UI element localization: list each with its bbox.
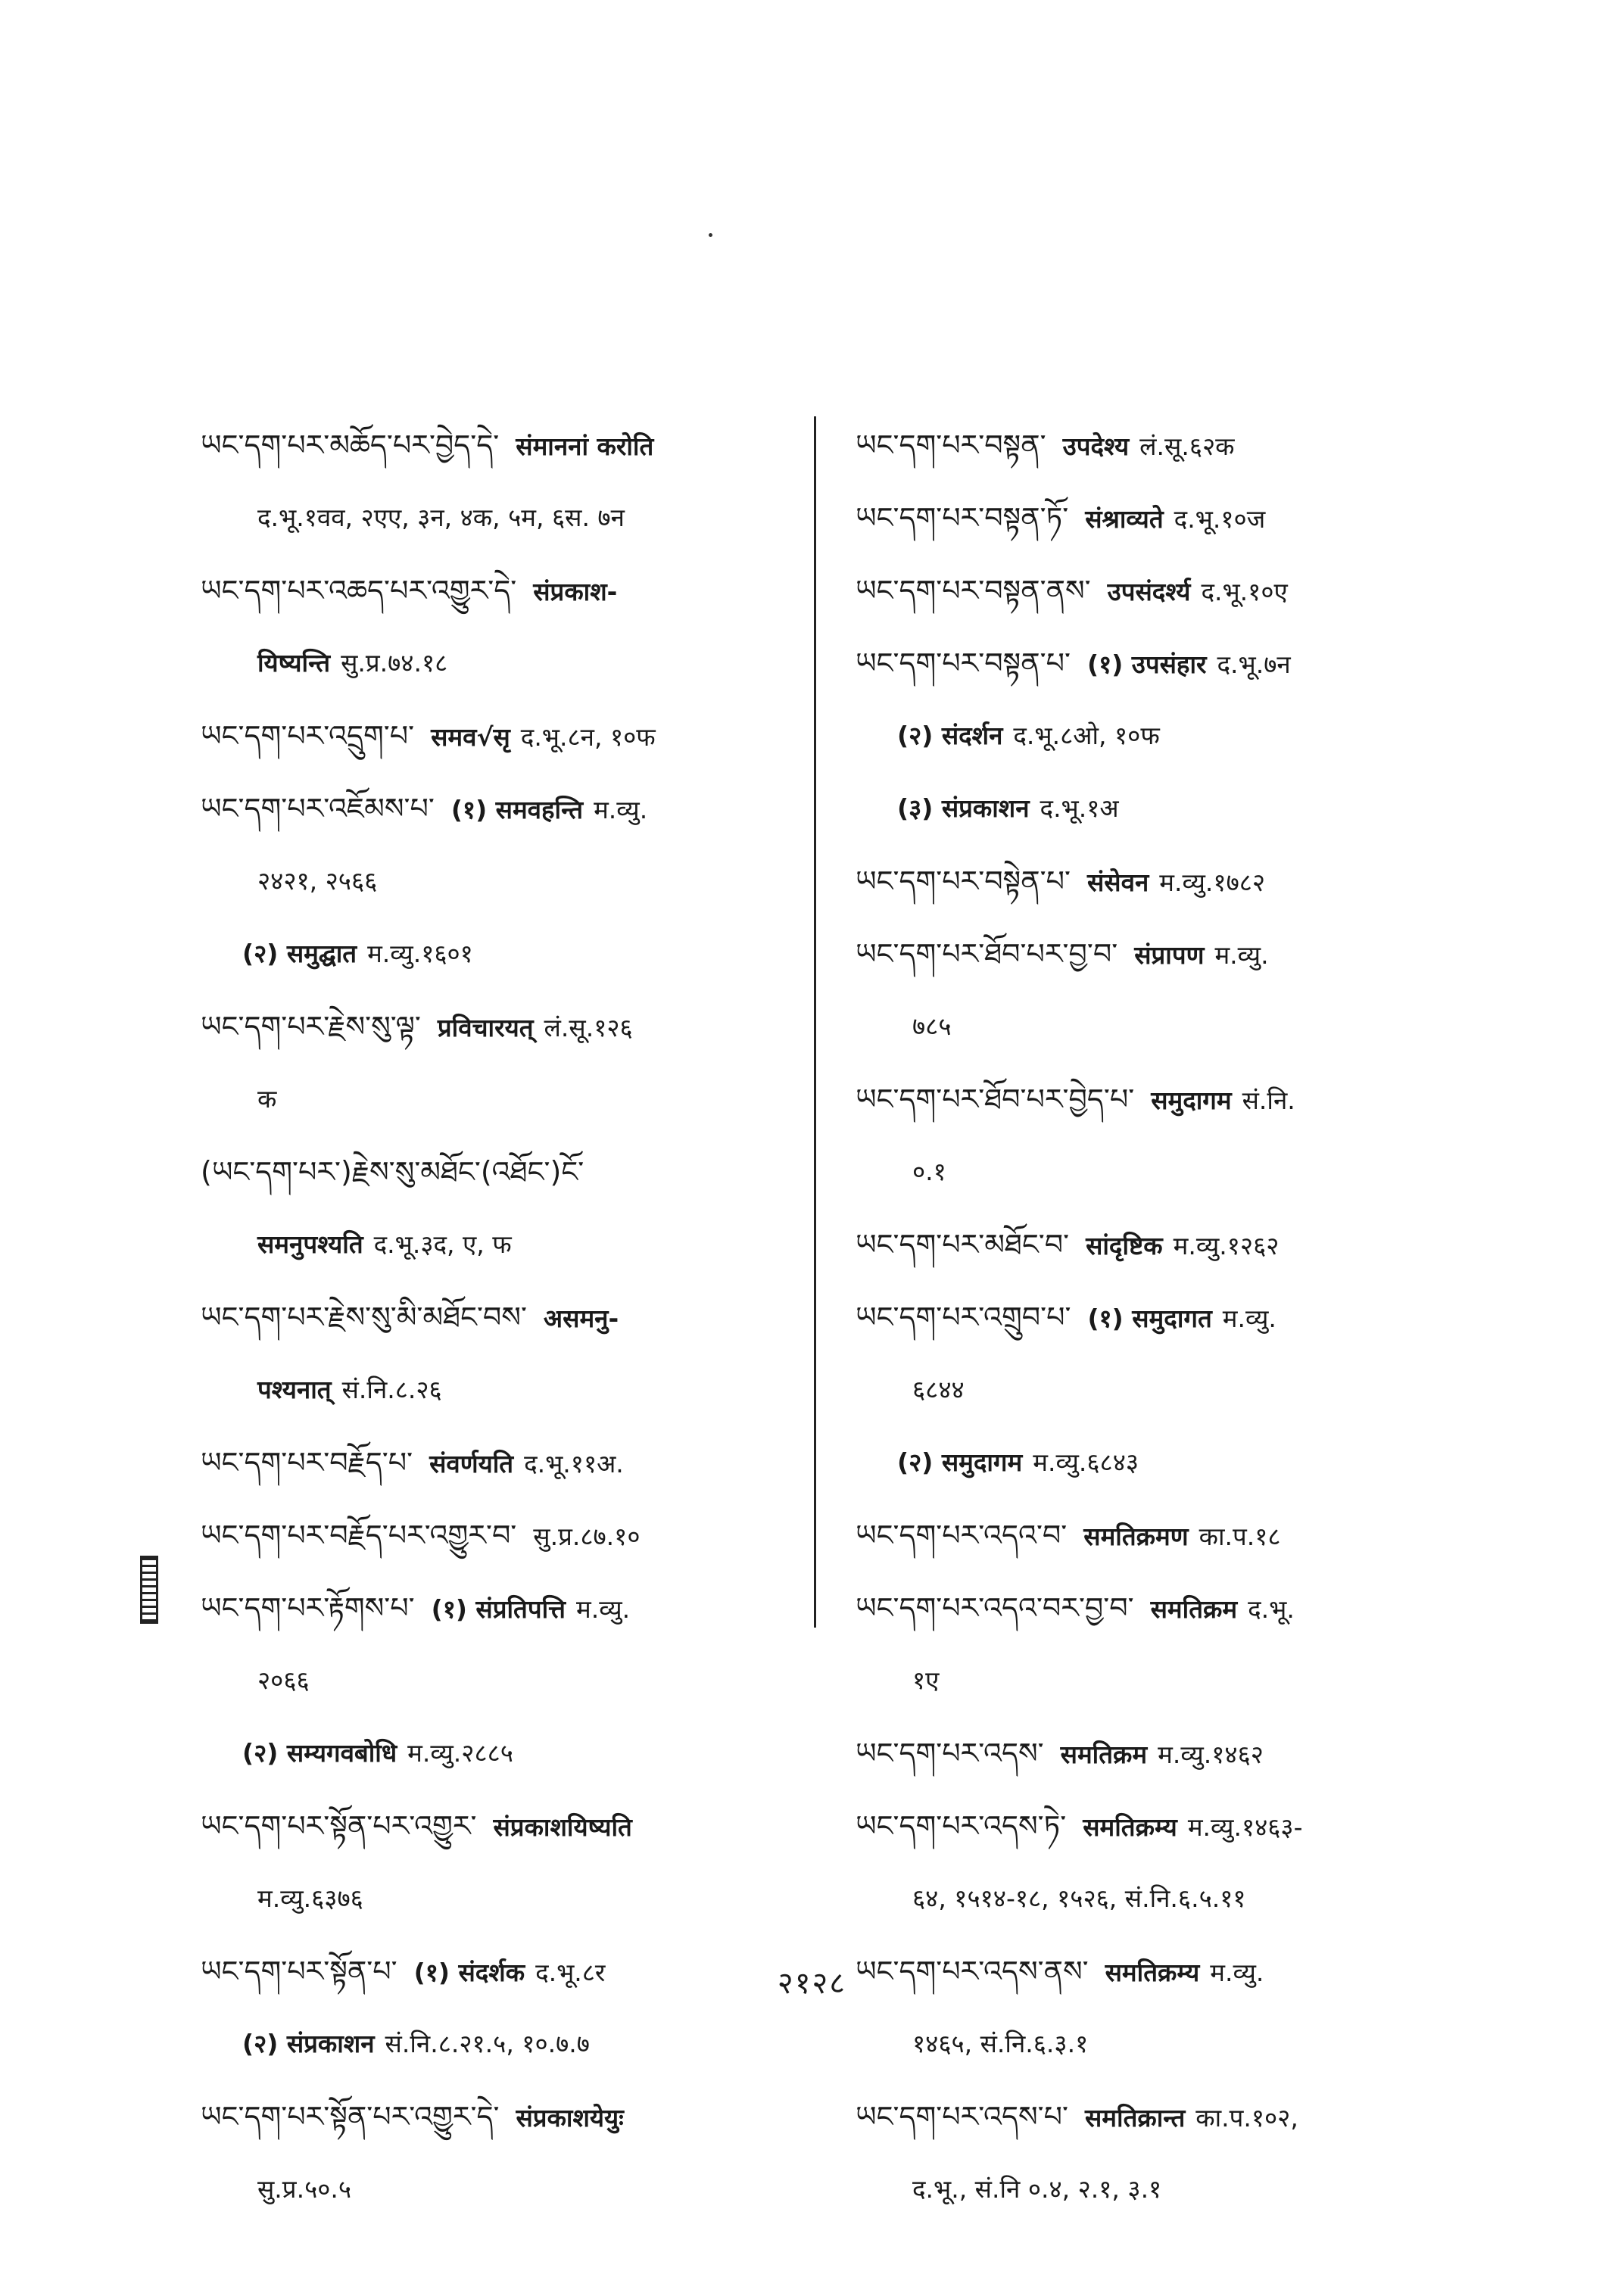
dictionary-line xyxy=(856,1717,1461,1790)
source-reference: सु.प्र.८७.१० xyxy=(533,1522,641,1551)
dictionary-line xyxy=(856,1644,1461,1717)
source-reference: सु.प्र.७४.१८ xyxy=(341,648,448,678)
dictionary-line xyxy=(856,1281,1461,1354)
sanskrit-equivalent: (१) संप्रतिपत्ति xyxy=(431,1594,566,1624)
sanskrit-equivalent: (२) समुदागम xyxy=(897,1447,1023,1477)
dictionary-line xyxy=(856,1354,1461,1426)
dictionary-line xyxy=(201,1862,806,1935)
sanskrit-equivalent: पश्यनात् xyxy=(257,1375,332,1404)
sanskrit-equivalent: (२) सम्यगवबोधि xyxy=(242,1738,397,1768)
source-reference: द.भू.१अ xyxy=(1040,793,1119,823)
tibetan-term: ཡང་དག་པར་བརྗོད་པ་ xyxy=(201,1446,413,1479)
dictionary-line xyxy=(201,627,806,699)
source-reference: लं.सू.१२६ xyxy=(544,1013,633,1042)
tibetan-term: ཡང་དག་པར་སྟོན་པར་འགྱུར་དེ་ xyxy=(201,2100,500,2133)
source-reference: १ए xyxy=(912,1665,940,1695)
dictionary-line xyxy=(201,2008,806,2080)
sanskrit-equivalent: (१) समुदागत xyxy=(1087,1304,1212,1333)
tibetan-term: ཡང་དག་པར་བསྟན་ཏོ་ xyxy=(856,501,1069,534)
source-reference: म.व्यु. xyxy=(575,1594,631,1624)
tibetan-term: ཡང་དག་པར་འཇོམས་པ་ xyxy=(201,792,435,825)
dictionary-line xyxy=(201,2080,806,2153)
tibetan-term: ཡང་དག་པར་ཐོབ་པར་བྱེད་པ་ xyxy=(856,1083,1135,1116)
dictionary-line xyxy=(201,699,806,772)
tibetan-term: ཡང་དག་པར་བསྟན་པ་ xyxy=(856,646,1071,680)
source-reference: सु.प्र.५०.५ xyxy=(257,2174,352,2204)
sanskrit-equivalent: संमाननां करोति xyxy=(516,431,654,461)
tibetan-term: ཡང་དག་པར་བརྗོད་པར་འགྱུར་བ་ xyxy=(201,1519,517,1552)
right-column xyxy=(856,409,1461,2226)
source-reference: क xyxy=(257,1084,277,1114)
source-reference: म.व्यु. xyxy=(594,795,648,824)
dictionary-line xyxy=(201,1426,806,1499)
sanskrit-equivalent: (२) संप्रकाशन xyxy=(242,2029,375,2058)
source-reference: म.व्यु.६८४३ xyxy=(1033,1447,1139,1477)
dictionary-line xyxy=(856,554,1461,627)
ink-speck xyxy=(709,233,712,237)
source-reference: लं.सू.६२क xyxy=(1139,431,1235,461)
dictionary-line xyxy=(856,1063,1461,1136)
tibetan-term: ཡང་དག་པར་འདའ་བར་བྱ་བ་ xyxy=(856,1591,1134,1625)
tibetan-term: ཡང་དག་པར་འདས་པ་ xyxy=(856,2100,1068,2133)
tibetan-term: ཡང་དག་པར་བསྟན་ xyxy=(856,428,1046,462)
dictionary-line xyxy=(856,1426,1461,1499)
page-number: २१२८ xyxy=(777,1966,847,2001)
sanskrit-equivalent: समतिक्रम xyxy=(1150,1594,1238,1624)
source-reference: म.व्यु.१४६२ xyxy=(1158,1740,1264,1769)
tibetan-term: ཡང་དག་པར་བསྟེན་པ་ xyxy=(856,865,1071,898)
tibetan-term: ཡང་དག་པར་འཆད་པར་འགྱུར་དེ་ xyxy=(201,574,517,607)
sanskrit-equivalent: असमनु- xyxy=(543,1304,619,1333)
source-reference: २०६६ xyxy=(257,1665,310,1695)
tibetan-term: ཡང་དག་པར་བསྟན་ནས་ xyxy=(856,574,1091,607)
sanskrit-equivalent: समनुपश्यति xyxy=(257,1229,363,1259)
source-reference: द.भू.७न xyxy=(1217,650,1291,679)
dictionary-line xyxy=(201,1281,806,1354)
dictionary-line xyxy=(201,2153,806,2226)
source-reference: २४२१, २५६६ xyxy=(257,866,378,896)
column-divider xyxy=(814,416,816,1628)
sanskrit-equivalent: संश्राव्यते xyxy=(1085,504,1164,534)
source-reference: ७८५ xyxy=(912,1011,952,1041)
dictionary-line xyxy=(856,845,1461,918)
tibetan-term: ཡང་དག་པར་ཐོབ་པར་བྱ་བ་ xyxy=(856,937,1118,970)
tibetan-term: ཡང་དག་པར་འདས་ xyxy=(856,1737,1044,1770)
sanskrit-equivalent: समतिक्रम xyxy=(1060,1740,1148,1769)
sanskrit-equivalent: संप्रापण xyxy=(1134,940,1205,970)
dictionary-line xyxy=(201,1644,806,1717)
sanskrit-equivalent: प्रविचारयत् xyxy=(437,1013,534,1042)
dictionary-line xyxy=(201,1572,806,1644)
dictionary-line xyxy=(856,1790,1461,1862)
sanskrit-equivalent: संवर्णयति xyxy=(429,1449,514,1478)
source-reference: म.व्यु. xyxy=(1222,1304,1276,1333)
source-reference: म.व्यु.१४६३- xyxy=(1187,1812,1303,1842)
dictionary-line xyxy=(856,2008,1461,2080)
sanskrit-equivalent: उपदेश्य xyxy=(1062,431,1130,461)
sanskrit-equivalent: समतिक्रम्य xyxy=(1105,1958,1200,1987)
dictionary-line xyxy=(856,1208,1461,1281)
dictionary-line xyxy=(201,1208,806,1281)
sanskrit-equivalent: (२) संदर्शन xyxy=(897,721,1003,750)
dictionary-line xyxy=(856,772,1461,845)
sanskrit-equivalent: (२) समुद्घात xyxy=(242,939,357,968)
source-reference: म.व्यु.१६०१ xyxy=(367,939,473,968)
tibetan-term: ཡང་དག་པར་འདས་ནས་ xyxy=(856,1955,1089,1988)
left-column xyxy=(201,409,806,2226)
source-reference: द.भू.१वव, २एए, ३न, ४क, ५म, ६स. ७न xyxy=(257,503,625,532)
sanskrit-equivalent: संसेवन xyxy=(1086,868,1149,897)
source-reference: द.भू.१०ज xyxy=(1174,504,1266,534)
sanskrit-equivalent: समुदागम xyxy=(1151,1086,1232,1115)
dictionary-line xyxy=(856,1862,1461,1935)
source-reference: सं.नि.८.२६ xyxy=(341,1375,442,1404)
source-reference: का.प.१०२, xyxy=(1195,2103,1298,2133)
tibetan-term: (ཡང་དག་པར་)རྗེས་སུ་མཐོང་(འཐོང་)ངོ་ xyxy=(201,1155,584,1189)
dictionary-line xyxy=(856,699,1461,772)
dictionary-line xyxy=(201,772,806,845)
tibetan-term: ཡང་དག་པར་འདྲུག་པ་ xyxy=(201,719,415,752)
dictionary-line xyxy=(201,918,806,990)
tibetan-term: ཡང་དག་པར་འགྲུབ་པ་ xyxy=(856,1301,1071,1334)
source-reference: द.भू., सं.नि ०.४, २.१, ३.१ xyxy=(912,2174,1162,2204)
dictionary-line xyxy=(201,554,806,627)
source-reference: म.व्यु.२८८५ xyxy=(407,1738,513,1768)
margin-marker xyxy=(140,1556,158,1624)
tibetan-term: ཡང་དག་པར་འདས་ཏེ་ xyxy=(856,1809,1067,1843)
source-reference: सं.नि. xyxy=(1242,1086,1295,1115)
sanskrit-equivalent: समतिक्रम्य xyxy=(1083,1812,1177,1842)
source-reference: द.भू.८न, १०फ xyxy=(520,722,656,752)
source-reference: द.भू.११अ. xyxy=(524,1449,624,1478)
tibetan-term: ཡང་དག་པར་རྗེས་སུ་མི་མཐོང་བས་ xyxy=(201,1301,527,1334)
dictionary-line xyxy=(856,1136,1461,1208)
tibetan-term: ཡང་དག་པར་རྟོགས་པ་ xyxy=(201,1591,415,1625)
source-reference: म.व्यु. xyxy=(1210,1958,1264,1987)
dictionary-line xyxy=(201,1063,806,1136)
dictionary-line xyxy=(856,918,1461,990)
sanskrit-equivalent: (३) संप्रकाशन xyxy=(897,793,1030,823)
sanskrit-equivalent: समव√सृ xyxy=(431,722,510,752)
source-reference: द.भू.८ओ, १०फ xyxy=(1013,721,1160,750)
source-reference: का.प.१८ xyxy=(1199,1522,1281,1551)
source-reference: द.भू.८र xyxy=(535,1958,606,1987)
sanskrit-equivalent: संप्रकाश- xyxy=(533,577,618,606)
dictionary-line xyxy=(201,1499,806,1572)
dictionary-line xyxy=(856,990,1461,1063)
dictionary-line xyxy=(856,627,1461,699)
dictionary-line xyxy=(201,1136,806,1208)
tibetan-term: ཡང་དག་པར་རྗེས་སུ་ལྟ་ xyxy=(201,1010,421,1043)
sanskrit-equivalent: समतिक्रमण xyxy=(1083,1522,1189,1551)
tibetan-term: ཡང་དག་པར་སྟོན་པར་འགྱུར་ xyxy=(201,1809,477,1843)
dictionary-line xyxy=(201,990,806,1063)
sanskrit-equivalent: (१) समवहन्ति xyxy=(450,795,584,824)
dictionary-line xyxy=(201,481,806,554)
source-reference: म.व्यु.१७८२ xyxy=(1159,868,1266,897)
dictionary-line xyxy=(201,1354,806,1426)
source-reference: सं.नि.८.२१.५, १०.७.७ xyxy=(385,2029,590,2058)
source-reference: म.व्यु. xyxy=(1214,940,1269,970)
source-reference: १४६५, सं.नि.६.३.१ xyxy=(912,2029,1089,2058)
source-reference: द.भू. xyxy=(1248,1594,1295,1624)
source-reference: ६८४४ xyxy=(912,1375,965,1404)
source-reference: ०.१ xyxy=(912,1157,946,1186)
sanskrit-equivalent: यिष्यन्ति xyxy=(257,648,331,678)
dictionary-line xyxy=(856,2080,1461,2153)
sanskrit-equivalent: (१) उपसंहार xyxy=(1086,650,1207,679)
sanskrit-equivalent: उपसंदर्श्य xyxy=(1107,577,1191,606)
sanskrit-equivalent: संप्रकाशयेयुः xyxy=(516,2103,624,2133)
dictionary-line xyxy=(856,1499,1461,1572)
dictionary-line xyxy=(856,2153,1461,2226)
sanskrit-equivalent: समतिक्रान्त xyxy=(1084,2103,1186,2133)
dictionary-line xyxy=(856,1572,1461,1644)
tibetan-term: ཡང་དག་པར་མཆོད་པར་བྱེད་དེ་ xyxy=(201,428,500,462)
source-reference: द.भू.३द, ए, फ xyxy=(373,1229,512,1259)
sanskrit-equivalent: सांदृष्टिक xyxy=(1086,1231,1163,1260)
dictionary-line xyxy=(201,845,806,918)
source-reference: ६४, १५१४-१८, १५२६, सं.नि.६.५.११ xyxy=(912,1883,1246,1913)
tibetan-term: ཡང་དག་པར་འདའ་བ་ xyxy=(856,1519,1068,1552)
tibetan-term: ཡང་དག་པར་མཐོང་བ་ xyxy=(856,1228,1070,1261)
dictionary-line xyxy=(201,409,806,481)
tibetan-term: ཡང་དག་པར་སྟོན་པ་ xyxy=(201,1955,397,1988)
dictionary-line xyxy=(201,1717,806,1790)
sanskrit-equivalent: संप्रकाशयिष्यति xyxy=(493,1812,632,1842)
sanskrit-equivalent: (१) संदर्शक xyxy=(413,1958,525,1987)
dictionary-line xyxy=(856,409,1461,481)
source-reference: द.भू.१०ए xyxy=(1201,577,1288,606)
source-reference: म.व्यु.१२६२ xyxy=(1173,1231,1280,1260)
source-reference: म.व्यु.६३७६ xyxy=(257,1883,363,1913)
dictionary-line xyxy=(201,1790,806,1862)
dictionary-line xyxy=(856,481,1461,554)
